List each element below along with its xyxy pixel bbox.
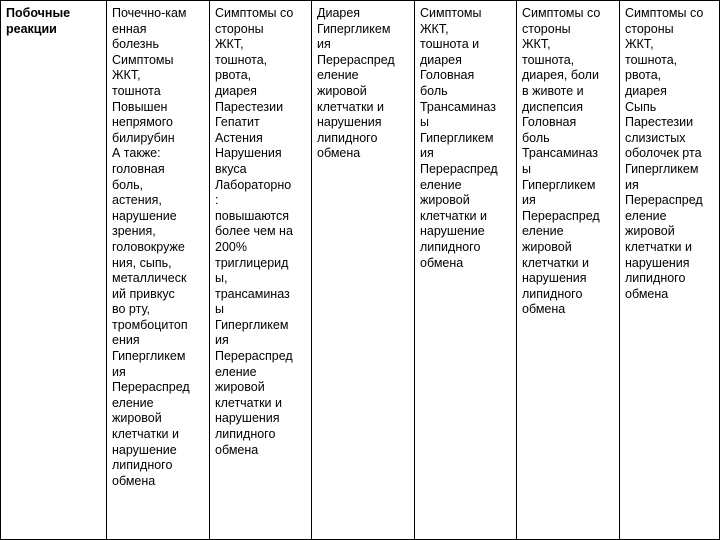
cell-text-line: металлическ	[112, 271, 187, 286]
cell-text-line: клетчатки и	[317, 99, 384, 114]
cell-text-line: жировой	[112, 411, 162, 426]
cell-text-line: Трансаминаз	[420, 99, 496, 114]
cell-text-line: еление	[625, 208, 667, 223]
cell-text-line: обмена	[522, 302, 566, 317]
cell-text-line: тошнота и	[420, 37, 480, 52]
cell-text-line: головокруже	[112, 239, 185, 254]
cell-text-line: ния, сыпь,	[112, 255, 172, 270]
cell-text-line: жировой	[317, 83, 367, 98]
cell-text-line: Гипергликем	[112, 349, 186, 364]
cell-text-line: вкуса	[215, 161, 247, 176]
cell-text-line: нарушение	[112, 442, 177, 457]
cell-text-line: стороны	[215, 21, 264, 36]
cell-text-line: болезнь	[112, 37, 159, 52]
cell-text-line: тромбоцитоп	[112, 317, 188, 332]
cell-text-line: ы,	[215, 271, 228, 286]
cell-text-line: липидного	[522, 286, 583, 301]
cell-text-line: клетчатки и	[625, 239, 692, 254]
cell-text-line: А также:	[112, 146, 161, 161]
cell-text-line: билирубин	[112, 130, 175, 145]
cell-text-line: стороны	[522, 21, 571, 36]
cell-text-line: Перераспред	[317, 52, 395, 67]
cell-text-line: стороны	[625, 21, 674, 36]
cell-text-line: Симптомы	[112, 52, 174, 67]
cell-text-line: ия	[625, 177, 639, 192]
cell-text-line: еление	[215, 364, 257, 379]
cell-text-line: боль	[420, 83, 448, 98]
cell-text-line: Нарушения	[215, 146, 282, 161]
cell-text-line: ЖКТ,	[522, 37, 551, 52]
cell-text-line: ЖКТ,	[215, 37, 244, 52]
cell-text-line: трансаминаз	[215, 286, 290, 301]
cell-text-line: ЖКТ,	[112, 68, 141, 83]
cell-text-line: Перераспред	[625, 193, 703, 208]
cell-text-line: Гипергликем	[317, 21, 391, 36]
cell-text-line: непрямого	[112, 115, 173, 130]
cell-text-line: повышаются	[215, 208, 290, 223]
table-cell	[415, 1, 517, 539]
cell-text-line: липидного	[317, 130, 378, 145]
cell-text-line: ы	[420, 115, 429, 130]
cell-text-line: обмена	[112, 473, 156, 488]
cell-text-line: Симптомы со	[215, 6, 294, 20]
cell-text-line: тошнота	[112, 83, 161, 98]
cell-text-line: диарея	[215, 83, 257, 98]
cell-text-line: Головная	[420, 68, 475, 83]
cell-text-line: ЖКТ,	[625, 37, 654, 52]
cell-text-line: Симптомы	[420, 6, 482, 20]
cell-text-line: Побочные	[6, 6, 71, 20]
cell-text-line: ия	[215, 333, 229, 348]
cell-text-line: :	[215, 193, 219, 208]
cell-text-line: клетчатки и	[112, 427, 179, 442]
cell-text-line: оболочек рта	[625, 146, 702, 161]
cell-text-line: астения,	[112, 193, 162, 208]
cell-text-line: Перераспред	[215, 349, 293, 364]
cell-text-line: Астения	[215, 130, 263, 145]
cell-text-line: нарушение	[420, 224, 485, 239]
cell-text-line: Головная	[522, 115, 577, 130]
cell-text-line: Парестезии	[625, 115, 694, 130]
table-cell	[620, 1, 719, 539]
cell-text-line: в животе и	[522, 83, 584, 98]
cell-text-line: диарея	[625, 83, 667, 98]
cell-text-line: ы	[215, 302, 224, 317]
table-cell	[210, 1, 312, 539]
table-cell	[312, 1, 415, 539]
cell-text-line: реакции	[6, 21, 57, 36]
cell-text-line: диспепсия	[522, 99, 584, 114]
cell-text-line: боль,	[112, 177, 144, 192]
cell-text-line: триглицерид	[215, 255, 289, 270]
cell-text-line: жировой	[625, 224, 675, 239]
cell-text-line: Симптомы со	[625, 6, 704, 20]
cell-text-line: во рту,	[112, 302, 150, 317]
cell-text-line: ий привкус	[112, 286, 175, 301]
cell-text-line: еление	[420, 177, 462, 192]
cell-text-line: Повышен	[112, 99, 168, 114]
cell-text-line: липидного	[420, 239, 481, 254]
cell-text-line: Перераспред	[522, 208, 600, 223]
cell-text-line: нарушения	[522, 271, 587, 286]
cell-text-line: рвота,	[215, 68, 252, 83]
cell-text-line: Гипергликем	[215, 317, 289, 332]
cell-text-line: клетчатки и	[420, 208, 487, 223]
cell-text-line: Перераспред	[420, 161, 498, 176]
cell-text-line: еление	[112, 395, 154, 410]
table-cell	[517, 1, 620, 539]
cell-text-line: липидного	[625, 271, 686, 286]
cell-text-line: 200%	[215, 239, 247, 254]
cell-text-line: Симптомы со	[522, 6, 601, 20]
cell-text-line: боль	[522, 130, 550, 145]
cell-text-line: еление	[317, 68, 359, 83]
cell-text-line: ия	[317, 37, 331, 52]
cell-text-line: липидного	[112, 458, 173, 473]
cell-text-line: слизистых	[625, 130, 686, 145]
cell-text-line: Сыпь	[625, 99, 657, 114]
cell-text-line: нарушение	[112, 208, 177, 223]
cell-text-line: зрения,	[112, 224, 156, 239]
cell-text-line: Перераспред	[112, 380, 190, 395]
cell-text-line: ы	[522, 161, 531, 176]
cell-text-line: Гепатит	[215, 115, 260, 130]
cell-text-line: Почечно-кам	[112, 6, 187, 20]
cell-text-line: жировой	[420, 193, 470, 208]
cell-text-line: ения	[112, 333, 140, 348]
cell-text-line: еление	[522, 224, 564, 239]
cell-text-line: более чем на	[215, 224, 293, 239]
cell-text-line: Лабораторно	[215, 177, 292, 192]
cell-text-line: Парестезии	[215, 99, 284, 114]
cell-text-line: нарушения	[317, 115, 382, 130]
cell-text-line: Диарея	[317, 6, 361, 20]
cell-text-line: тошнота,	[522, 52, 575, 67]
cell-text-line: диарея	[420, 52, 462, 67]
cell-text-line: нарушения	[625, 255, 690, 270]
cell-text-line: ия	[420, 146, 434, 161]
cell-text-line: ия	[522, 193, 536, 208]
cell-text-line: Гипергликем	[420, 130, 494, 145]
cell-text-line: обмена	[625, 286, 669, 301]
table-cell	[107, 1, 210, 539]
cell-text-line: обмена	[215, 442, 259, 457]
cell-text-line: обмена	[420, 255, 464, 270]
cell-text-line: Трансаминаз	[522, 146, 598, 161]
cell-text-line: Гипергликем	[522, 177, 596, 192]
cell-text-line: клетчатки и	[522, 255, 589, 270]
cell-text-line: клетчатки и	[215, 395, 282, 410]
cell-text-line: ия	[112, 364, 126, 379]
cell-text-line: нарушения	[215, 411, 280, 426]
cell-text-line: жировой	[522, 239, 572, 254]
cell-text-line: Гипергликем	[625, 161, 699, 176]
cell-text-line: рвота,	[625, 68, 662, 83]
cell-text-line: диарея, боли	[522, 68, 599, 83]
cell-text-line: тошнота,	[215, 52, 268, 67]
cell-text-line: ЖКТ,	[420, 21, 449, 36]
cell-text-line: обмена	[317, 146, 361, 161]
cell-text-line: головная	[112, 161, 165, 176]
cell-text-line: енная	[112, 21, 147, 36]
cell-text-line: липидного	[215, 427, 276, 442]
header-cell	[1, 1, 107, 539]
cell-text-line: тошнота,	[625, 52, 678, 67]
cell-text-line: жировой	[215, 380, 265, 395]
